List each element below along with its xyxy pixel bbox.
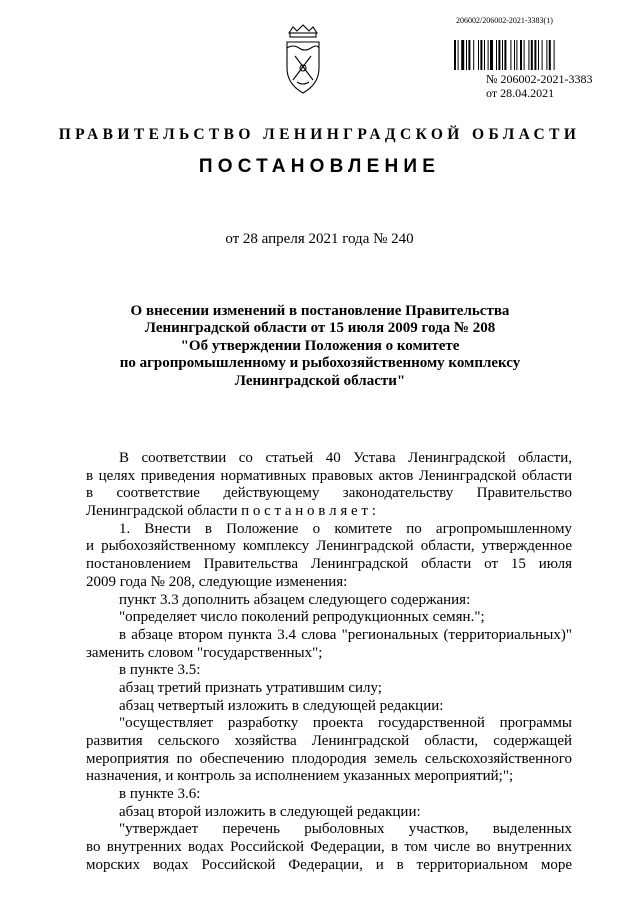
- title-line: "Об утверждении Положения о комитете: [180, 337, 460, 354]
- decree-body: [86, 450, 572, 875]
- body-line: постановлением Правительства Ленинградской области от 15 июля: [86, 556, 572, 573]
- body-line: 1. Внести в Положение о комитете по агропромышленному: [119, 520, 572, 537]
- body-line: назначения, и контроль за исполнением указанных мероприятий;";: [86, 768, 514, 785]
- body-line: В соответствии со статьей 40 Устава Ленинградской области,: [119, 450, 572, 466]
- body-line: развития сельского хозяйства Ленинградской области, содержащей: [86, 733, 572, 749]
- decree-title: [100, 303, 540, 390]
- decree-date-number: от 28 апреля 2021 года № 240: [225, 231, 414, 247]
- body-line: в пункте 3.6:: [119, 786, 201, 803]
- registration-block: [486, 72, 592, 100]
- body-line: 2009 года № 208, следующие изменения:: [86, 573, 348, 590]
- body-line: пункт 3.3 дополнить абзацем следующего содержания:: [119, 591, 471, 608]
- body-line: в пункте 3.5:: [119, 662, 201, 679]
- body-line: "осуществляет разработку проекта государственной программы: [119, 715, 572, 732]
- document-type: ПОСТАНОВЛЕНИЕ: [198, 156, 441, 177]
- body-line: морских водах Российской Федерации, и в территориальном море: [86, 856, 572, 873]
- registration-number: № 206002-2021-3383: [486, 72, 593, 86]
- body-line: и рыбохозяйственному комплексу Ленинградской области, утвержденное: [86, 538, 572, 555]
- body-line: абзац четвертый изложить в следующей редакции:: [119, 697, 444, 714]
- title-line: Ленинградской области от 15 июля 2009 года № 208: [144, 320, 496, 337]
- body-line: заменить словом "государственных";: [86, 644, 323, 661]
- title-line: по агропромышленному и рыбохозяйственному комплексу: [119, 355, 521, 372]
- body-line: "определяет число поколений репродукционных семян.";: [119, 609, 485, 626]
- body-line: абзац третий признать утратившим силу;: [119, 679, 382, 696]
- body-line: Ленинградской области п о с т а н о в л я е т :: [86, 503, 376, 520]
- registration-date: от 28.04.2021: [486, 86, 555, 100]
- title-line: О внесении изменений в постановление Правительства: [130, 303, 510, 319]
- government-name: ПРАВИТЕЛЬСТВО ЛЕНИНГРАДСКОЙ ОБЛАСТИ: [58, 126, 581, 143]
- title-line: Ленинградской области": [234, 372, 406, 389]
- body-line: в абзаце втором пункта 3.4 слова "региональных (территориальных)": [119, 626, 572, 643]
- body-line: в соответствие действующему законодательству Правительство: [86, 485, 572, 502]
- body-line: во внутренних водах Российской Федерации, в том числе во внутренних: [86, 839, 572, 856]
- coat-of-arms-emblem: [283, 24, 323, 96]
- document-id: 206002/206002-2021-3383(1): [456, 16, 553, 25]
- body-line: "утверждает перечень рыболовных участков, выделенных: [119, 821, 572, 838]
- body-line: в целях приведения нормативных правовых актов Ленинградской области: [86, 467, 572, 484]
- barcode: [454, 40, 584, 70]
- body-line: мероприятия по обеспечению плодородия земель сельскохозяйственного: [86, 750, 572, 767]
- body-line: абзац второй изложить в следующей редакции:: [119, 803, 421, 820]
